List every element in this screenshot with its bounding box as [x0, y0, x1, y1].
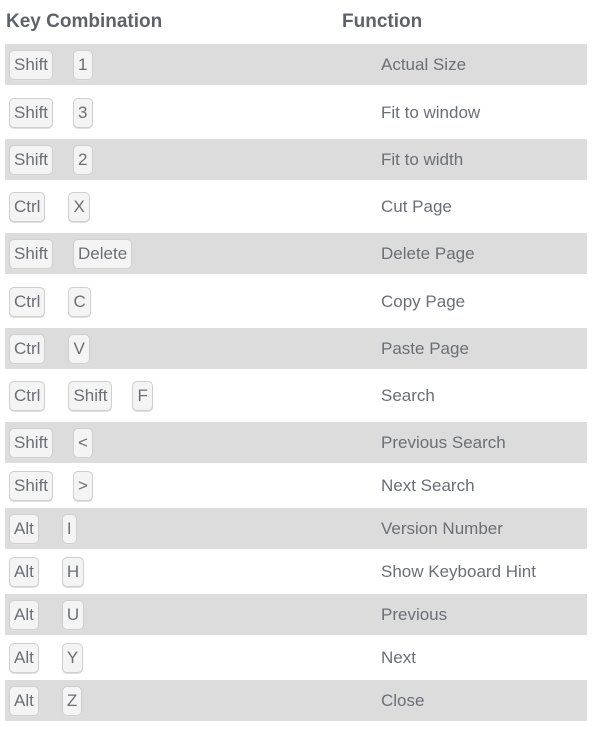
key-cap: Y [62, 643, 83, 673]
function-label: Delete Page [381, 243, 475, 263]
key-cap: Shift [9, 98, 53, 128]
key-cap: C [68, 287, 90, 317]
table-row [5, 328, 587, 369]
function-label: Actual Size [381, 54, 467, 74]
key-cap: 2 [73, 145, 92, 175]
function-label: Show Keyboard Hint [381, 561, 536, 581]
table-row [5, 281, 587, 322]
key-combination [9, 680, 82, 721]
table-row [5, 92, 587, 133]
table-row [5, 233, 587, 274]
key-combination [9, 281, 91, 322]
table-row [5, 637, 587, 678]
key-combination [9, 508, 77, 549]
key-cap: > [73, 471, 93, 501]
key-cap: X [68, 192, 89, 222]
key-combination [9, 233, 132, 274]
table-row [5, 44, 587, 85]
key-cap: Shift [68, 381, 112, 411]
key-cap: V [68, 334, 89, 364]
key-cap: F [132, 381, 152, 411]
function-label: Fit to window [381, 102, 481, 122]
key-cap: Ctrl [9, 334, 45, 364]
key-cap: Ctrl [9, 287, 45, 317]
key-cap: Z [62, 686, 82, 716]
key-combination-header: Key Combination [6, 11, 163, 32]
key-cap: Alt [9, 557, 39, 587]
key-cap: Shift [9, 50, 53, 80]
key-cap: Alt [9, 643, 39, 673]
table-row [5, 422, 587, 463]
function-label: Next Search [381, 475, 475, 495]
key-combination [9, 422, 93, 463]
table-row [5, 508, 587, 549]
key-cap: Shift [9, 428, 53, 458]
function-label: Next [381, 647, 416, 667]
key-cap: Shift [9, 239, 53, 269]
key-combination [9, 44, 93, 85]
key-cap: Alt [9, 686, 39, 716]
table-row [5, 465, 587, 506]
key-cap: 3 [73, 98, 92, 128]
table-header [0, 0, 608, 44]
table-row [5, 186, 587, 227]
key-cap: 1 [73, 50, 92, 80]
function-label: Previous Search [381, 432, 506, 452]
function-label: Close [381, 690, 425, 710]
function-label: Paste Page [381, 338, 469, 358]
key-cap: Ctrl [9, 192, 45, 222]
key-combination [9, 186, 90, 227]
key-cap: Shift [9, 145, 53, 175]
key-cap: Alt [9, 600, 39, 630]
key-cap: Delete [73, 239, 132, 269]
key-combination [9, 551, 84, 592]
key-combination [9, 465, 93, 506]
key-combination [9, 328, 90, 369]
function-label: Cut Page [381, 196, 452, 216]
key-combination [9, 92, 93, 133]
key-combination [9, 637, 83, 678]
key-cap: < [73, 428, 93, 458]
function-header: Function [342, 11, 423, 32]
table-row [5, 139, 587, 180]
key-cap: Shift [9, 471, 53, 501]
key-cap: Ctrl [9, 381, 45, 411]
function-label: Search [381, 385, 435, 405]
function-label: Previous [381, 604, 448, 624]
key-combination [9, 594, 84, 635]
key-cap: U [62, 600, 84, 630]
table-row [5, 594, 587, 635]
key-combination [9, 375, 153, 416]
table-row [5, 551, 587, 592]
key-cap: Alt [9, 514, 39, 544]
table-row [5, 680, 587, 721]
function-label: Version Number [381, 518, 503, 538]
key-cap: I [62, 514, 77, 544]
table-row [5, 375, 587, 416]
function-label: Fit to width [381, 149, 464, 169]
key-cap: H [62, 557, 84, 587]
key-combination [9, 139, 93, 180]
function-label: Copy Page [381, 291, 466, 311]
